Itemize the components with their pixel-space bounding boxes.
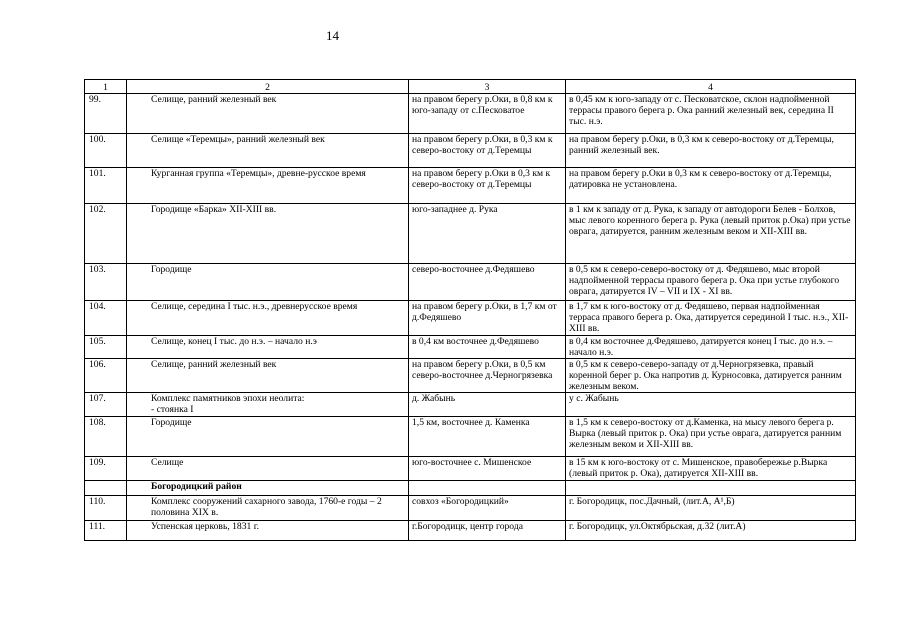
monument-name-cell: Городище <box>127 264 409 301</box>
row-number-cell: 109. <box>85 457 127 481</box>
description-cell: г. Богородицк, ул.Октябрьская, д.32 (лит.А) <box>566 521 856 541</box>
description-cell: в 0,5 км к северо-северо-западу от д.Черногрязевка, правый коренной берег р. Ока напротив д. Курносовка, датируется ранним железным веком. <box>566 359 856 393</box>
location-cell: юго-восточнее с. Мишенское <box>409 457 566 481</box>
location-cell: на правом берегу р.Оки, в 1,7 км от д.Федяшево <box>409 301 566 336</box>
description-cell: на правом берегу р.Оки в 0,3 км к северо-востоку от д.Теремцы, датировка не установлена. <box>566 168 856 204</box>
header-cell: 4 <box>566 80 856 94</box>
table-row <box>85 204 856 264</box>
monument-name-cell: Комплекс памятников эпохи неолита: - стоянка I <box>127 393 409 417</box>
location-cell: 1,5 км, восточнее д. Каменка <box>409 417 566 457</box>
header-row <box>85 80 856 94</box>
row-number-cell: 106. <box>85 359 127 393</box>
monument-name-cell: Курганная группа «Теремцы», древне-русское время <box>127 168 409 204</box>
row-number-cell <box>85 481 127 496</box>
row-number-cell: 103. <box>85 264 127 301</box>
description-cell: в 0,45 км к юго-западу от с. Песковатское, склон надпойменной террасы правого берега р. Ока ранний железный век, середина II тыс. н.э. <box>566 94 856 134</box>
row-number-cell: 111. <box>85 521 127 541</box>
description-cell <box>566 481 856 496</box>
location-cell: в 0,4 км восточнее д.Федяшево <box>409 336 566 359</box>
location-cell: северо-восточнее д.Федяшево <box>409 264 566 301</box>
table-row <box>85 301 856 336</box>
description-cell: в 1,7 км к юго-востоку от д. Федяшево, первая надпойменная терраса правого берега р. Ока, датируется серединой I тыс. н.э., XII-XIII вв. <box>566 301 856 336</box>
row-number-cell: 110. <box>85 496 127 521</box>
description-cell: в 0,4 км восточнее д.Федяшево, датируется конец I тыс. до н.э. – начало н.э. <box>566 336 856 359</box>
description-cell: на правом берегу р.Оки, в 0,3 км к северо-востоку от д.Теремцы, ранний железный век. <box>566 134 856 168</box>
description-cell: у с. Жабынь <box>566 393 856 417</box>
row-number-cell: 100. <box>85 134 127 168</box>
table-row <box>85 134 856 168</box>
location-cell: на правом берегу р.Оки в 0,3 км к северо-востоку от д.Теремцы <box>409 168 566 204</box>
monument-name-cell: Селище <box>127 457 409 481</box>
page-number: 14 <box>326 28 339 43</box>
row-number-cell: 108. <box>85 417 127 457</box>
table-row <box>85 457 856 481</box>
location-cell: на правом берегу р.Оки, в 0,5 км северо-восточнее д.Черногрязевка <box>409 359 566 393</box>
table-row <box>85 521 856 541</box>
monument-name-cell: Успенская церковь, 1831 г. <box>127 521 409 541</box>
monument-name-cell: Селище, конец I тыс. до н.э. – начало н.э <box>127 336 409 359</box>
monuments-table <box>84 79 856 541</box>
row-number-cell: 102. <box>85 204 127 264</box>
location-cell: юго-западнее д. Рука <box>409 204 566 264</box>
monument-name-cell: Селище, ранний железный век <box>127 94 409 134</box>
location-cell: г.Богородицк, центр города <box>409 521 566 541</box>
table-row <box>85 94 856 134</box>
table-row <box>85 417 856 457</box>
location-cell <box>409 481 566 496</box>
header-cell: 3 <box>409 80 566 94</box>
monument-name-cell: Селище, середина I тыс. н.э., древнерусское время <box>127 301 409 336</box>
header-cell: 1 <box>85 80 127 94</box>
table-row <box>85 168 856 204</box>
monument-name-cell: Комплекс сооружений сахарного завода, 1760-е годы – 2 половина XIX в. <box>127 496 409 521</box>
row-number-cell: 104. <box>85 301 127 336</box>
table-row <box>85 393 856 417</box>
monument-name-cell: Селище «Теремцы», ранний железный век <box>127 134 409 168</box>
table-row <box>85 496 856 521</box>
location-cell: на правом берегу р.Оки, в 0,3 км к северо-востоку от д.Теремцы <box>409 134 566 168</box>
location-cell: д. Жабынь <box>409 393 566 417</box>
description-cell: в 0,5 км к северо-северо-востоку от д. Федяшево, мыс второй надпойменной террасы правого берега р. Ока при устье глубокого оврага, датируется IV – VII и IX - XI вв. <box>566 264 856 301</box>
location-cell: совхоз «Богородицкий» <box>409 496 566 521</box>
monument-name-cell: Городище <box>127 417 409 457</box>
row-number-cell: 107. <box>85 393 127 417</box>
header-cell: 2 <box>127 80 409 94</box>
description-cell: г. Богородицк, пос.Дачный, (лит.А, А¹,Б) <box>566 496 856 521</box>
description-cell: в 15 км к юго-востоку от с. Мишенское, правобережье р.Вырка (левый приток р. Ока), датируется XII-XIII вв. <box>566 457 856 481</box>
row-number-cell: 105. <box>85 336 127 359</box>
monument-name-cell: Городище «Барка» XII-XIII вв. <box>127 204 409 264</box>
row-number-cell: 101. <box>85 168 127 204</box>
section-row <box>85 481 856 496</box>
table-row <box>85 336 856 359</box>
monument-name-cell: Селище, ранний железный век <box>127 359 409 393</box>
row-number-cell: 99. <box>85 94 127 134</box>
section-title: Богородицкий район <box>127 481 409 496</box>
table-row <box>85 264 856 301</box>
description-cell: в 1,5 км к северо-востоку от д.Каменка, на мысу левого берега р. Вырка (левый приток р. Ока) при устье оврага, датируется ранним железным веком и XII-XIII вв. <box>566 417 856 457</box>
location-cell: на правом берегу р.Оки, в 0,8 км к юго-западу от с.Песковатое <box>409 94 566 134</box>
description-cell: в 1 км к западу от д. Рука, к западу от автодороги Белев - Болхов, мыс левого коренного берега р. Рука (левый приток р.Ока) при устье оврага, датируется, ранним железным веком и XII-XIII вв. <box>566 204 856 264</box>
table-row <box>85 359 856 393</box>
